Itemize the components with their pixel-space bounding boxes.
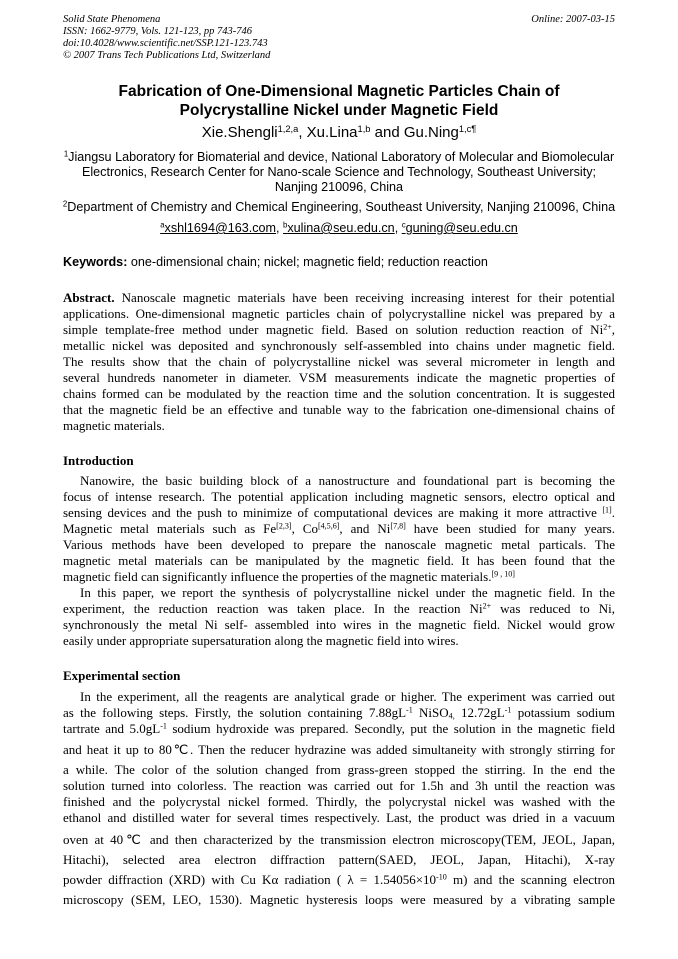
superscript: c (401, 220, 406, 230)
text-run: chains formed can be modulated by the reaction time and the solution concentration. It is suggested (63, 386, 615, 401)
abstract-line (63, 322, 615, 338)
text-run: and heat it up to 80℃. Then the reducer hydrazine was added simultaneity with strongly stirring for (63, 742, 615, 757)
keywords-label: Keywords: (63, 255, 128, 269)
superscript: 2+ (603, 322, 612, 332)
keywords (63, 255, 488, 270)
introduction-line (63, 553, 615, 569)
superscript: 1,b (357, 123, 371, 134)
text-run: sodium hydroxide was prepared. Secondly, put the solution in the magnetic field (166, 721, 615, 736)
text-run: microscopy (SEM, LEO, 1530). Magnetic hysteresis loops were measured by a vibrating sample (63, 892, 615, 907)
introduction-line (63, 633, 615, 649)
doi: doi:10.4028/www.scientific.net/SSP.121-123.743 (63, 38, 268, 49)
superscript: 2 (62, 199, 68, 209)
superscript: -1 (504, 705, 512, 715)
abstract-line (63, 290, 615, 306)
text-run: applications. One-dimensional magnetic particles chain of polycrystalline nickel was prepared by a (63, 306, 615, 321)
text-run: In this paper, we report the synthesis of polycrystalline nickel under the magnetic field. In the (80, 585, 615, 600)
superscript: [2,3] (276, 521, 292, 531)
introduction-line (80, 473, 615, 489)
experimental-line (63, 794, 615, 810)
abstract-line (63, 306, 615, 322)
text-run: Various methods have been developed to prepare the nanoscale magnetic metal particals. The (63, 537, 615, 552)
abstract-line (63, 354, 615, 370)
text-run: Xie.Shengli (201, 124, 278, 141)
experimental-line (80, 689, 615, 705)
abstract-line (63, 370, 615, 386)
text-run: magnetic materials. (63, 418, 165, 433)
text-run: metallic nickel was deposited and synchronously self-assembled into chains under magnetic field. (63, 338, 615, 353)
affiliation-2 (40, 200, 638, 215)
superscript: a (160, 220, 165, 230)
affiliation-1-line (40, 150, 638, 165)
text-run: , (611, 322, 615, 337)
emails (40, 221, 638, 236)
superscript: -1 (406, 705, 413, 715)
text-run: NiSO (412, 705, 449, 720)
title-line: Fabrication of One-Dimensional Magnetic Particles Chain of (118, 83, 560, 100)
superscript: b (283, 220, 288, 230)
abstract-label: Abstract. (63, 290, 115, 305)
issn: ISSN: 1662-9779, Vols. 121-123, pp 743-746 (63, 26, 252, 37)
superscript: [7,8] (390, 521, 406, 531)
text-run: Electronics, Research Center for Nano-scale Science and Technology, Southeast University; (81, 165, 597, 179)
authors (40, 124, 638, 142)
text-run: Nanowire, the basic building block of a nanostructure and foundational part is becoming the (80, 473, 615, 488)
experimental-line (63, 892, 615, 908)
email-link[interactable] (283, 221, 395, 235)
text-run: Hitachi), selected area electron diffraction pattern(SAED, JEOL, Japan, Hitachi), X-ray (63, 852, 615, 867)
experimental-line (63, 832, 615, 848)
superscript: [9 , 10] (491, 569, 515, 579)
experimental-line (63, 762, 615, 778)
text-run: finished and the polycrystal nickel formed. Thirdly, the polycrystal nickel was washed with the (63, 794, 615, 809)
text-run: 12.72gL (454, 705, 505, 720)
text-run: magnetic field can significantly influence the properties of the magnetic materials. (63, 569, 492, 584)
experimental-line (63, 778, 615, 794)
text-run: focus of intense research. The potential application including magnetic sensors, electro optical and (63, 489, 615, 504)
introduction-line (63, 521, 615, 537)
email-link[interactable] (160, 221, 276, 235)
text-run: xulina@seu.edu.cn (287, 221, 395, 235)
text-run: a while. The color of the solution changed from grass-green stopped the stirring. In the end the (63, 762, 615, 777)
introduction-line (63, 569, 615, 585)
affiliation-1-line (40, 165, 638, 180)
text-run: that the magnetic field be an effective and tunable way to the fabrication one-dimensional chains of (63, 402, 615, 417)
experimental-line (63, 810, 615, 826)
superscript: 2+ (482, 601, 492, 611)
superscript: [1] (602, 505, 612, 515)
abstract-line (63, 338, 615, 354)
introduction-line (63, 537, 615, 553)
text-run: tartrate and 5.0gL (63, 721, 161, 736)
introduction-heading: Introduction (63, 453, 134, 468)
superscript: 1,c¶ (458, 123, 477, 134)
text-run: was reduced to Ni, (491, 601, 615, 616)
text-run: and Gu.Ning (370, 124, 459, 141)
text-run: synchronously the metal Ni self- assembled into wires in the magnetic field. Nickel would grow (63, 617, 615, 632)
experimental-line (63, 721, 615, 737)
text-run: sensing devices and the push to minimize of computational devices are making it more attractive (63, 505, 603, 520)
separator: , (394, 221, 402, 235)
superscript: -10 (436, 872, 447, 882)
online-date: Online: 2007-03-15 (531, 14, 615, 25)
experimental-line (63, 872, 615, 888)
introduction-line (63, 489, 615, 505)
introduction-line (80, 585, 615, 601)
text-run: In the experiment, all the reagents are analytical grade or higher. The experiment was carried out (80, 689, 615, 704)
text-run: powder diffraction (XRD) with Cu Kα radiation ( λ = 1.54056×10 (63, 872, 437, 887)
text-run: oven at 40℃ and then characterized by the transmission electron microscopy(TEM, JEOL, Japan, (63, 832, 615, 847)
text-run: The results show that the chain of polycrystalline nickel was several micrometer in length and (63, 354, 615, 369)
separator: , (276, 221, 284, 235)
text-run: xshl1694@163.com (164, 221, 277, 235)
text-run: Nanoscale magnetic materials have been receiving increasing interest for their potential (114, 290, 615, 305)
superscript: 1,2,a (277, 123, 299, 134)
experimental-heading: Experimental section (63, 668, 181, 683)
superscript: [4,5,6] (317, 521, 340, 531)
text-run: simple template-free method under magnetic field. Based on solution reduction reaction of Ni (63, 322, 604, 337)
introduction-line (63, 505, 615, 521)
superscript: -1 (160, 721, 167, 731)
title-line: Polycrystalline Nickel under Magnetic Field (179, 102, 499, 119)
text-run: have been studied for many years. (405, 521, 615, 536)
abstract-line (63, 402, 615, 418)
text-run: guning@seu.edu.cn (405, 221, 518, 235)
abstract-line (63, 418, 615, 434)
text-run: Jiangsu Laboratory for Biomaterial and device, National Laboratory of Molecular and Biomolecular (68, 150, 615, 164)
text-run: m) and the scanning electron (446, 872, 615, 887)
text-run: as the following steps. Firstly, the solution containing 7.88gL (63, 705, 407, 720)
text-run: several hundreds nanometer in diameter. VSM measurements indicate the magnetic properties of (63, 370, 615, 385)
text-run: experiment, the reduction reaction was taken place. In the reaction Ni (63, 601, 483, 616)
subscript: 4, (448, 711, 455, 721)
keywords-text: one-dimensional chain; nickel; magnetic field; reduction reaction (127, 255, 488, 269)
copyright: © 2007 Trans Tech Publications Ltd, Switzerland (63, 50, 271, 61)
journal-name: Solid State Phenomena (63, 14, 161, 25)
email-link[interactable] (402, 221, 518, 235)
text-run: ethanol and distilled water for several times respectively. Last, the product was dried in a vacuum (63, 810, 615, 825)
text-run: potassium sodium (511, 705, 615, 720)
affiliation-1-line (40, 180, 638, 195)
experimental-line (63, 742, 615, 758)
text-run: , Xu.Lina (298, 124, 358, 141)
text-run: solution turned into colorless. The reaction was carried out for 1.5h and 3h until the reaction was (63, 778, 615, 793)
experimental-line (63, 705, 615, 721)
introduction-line (63, 601, 615, 617)
superscript: 1 (63, 149, 69, 159)
text-run: magnetic metal materials can be manipulated by the magnetic field. It has been found that the (63, 553, 615, 568)
introduction-line (63, 617, 615, 633)
text-run: Magnetic metal materials such as Fe (63, 521, 277, 536)
experimental-line (63, 852, 615, 868)
abstract-line (63, 386, 615, 402)
text-run: , Co (291, 521, 318, 536)
text-run: , and Ni (339, 521, 391, 536)
text-run: Department of Chemistry and Chemical Engineering, Southeast University, Nanjing 210096, China (67, 200, 616, 214)
text-run: . (611, 505, 615, 520)
text-run: Nanjing 210096, China (274, 180, 404, 194)
text-run: easily under appropriate supersaturation along the magnetic field into wires. (63, 633, 459, 648)
